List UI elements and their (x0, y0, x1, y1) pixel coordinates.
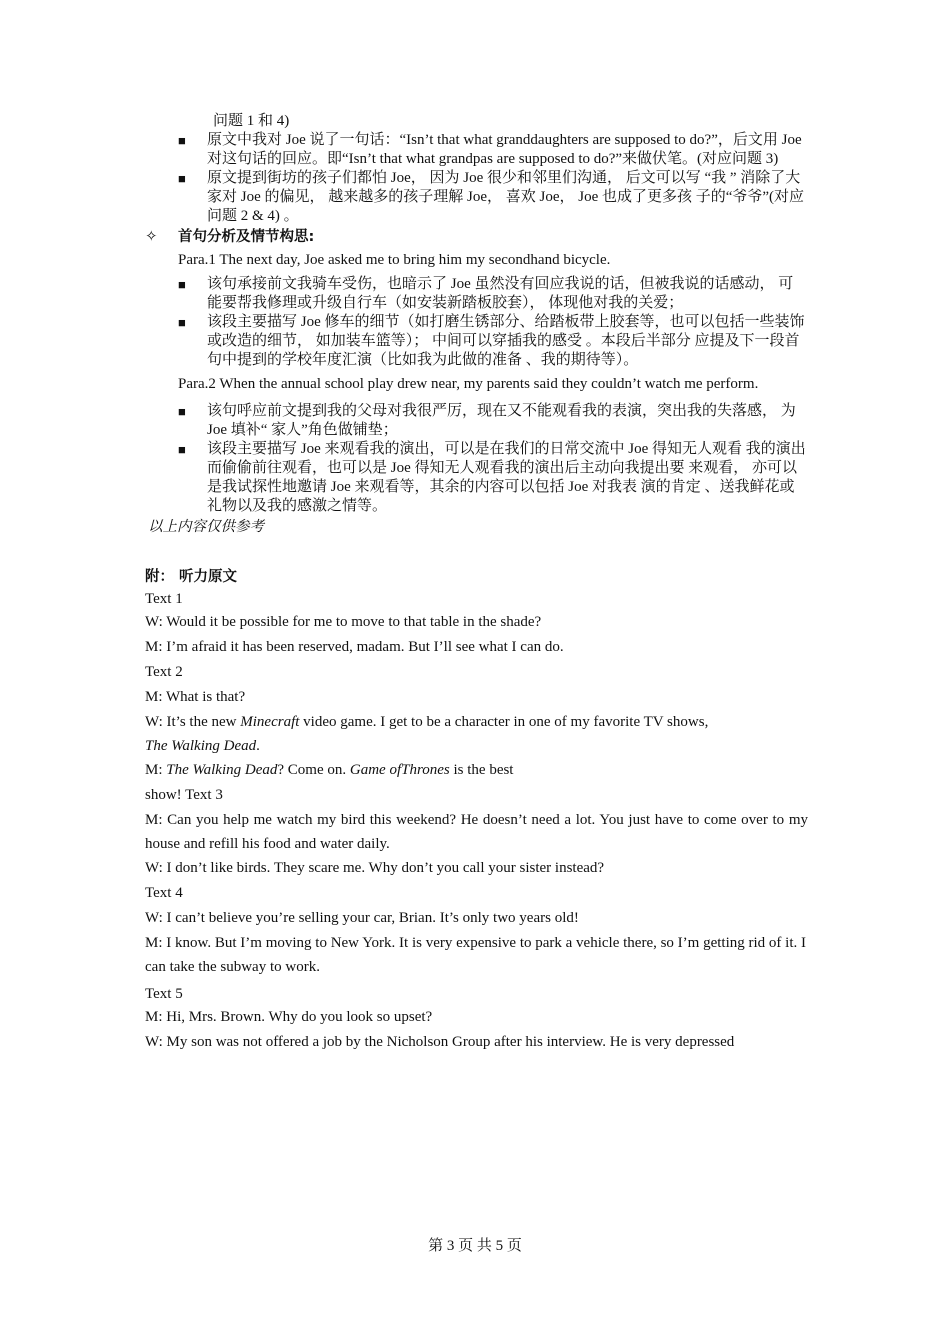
list-item (178, 275, 808, 313)
dialogue-line: W: Would it be possible for me to move to that table in the shade? (145, 614, 542, 630)
para1-first-sentence: Para.1 The next day, Joe asked me to bring him my secondhand bicycle. (178, 252, 611, 268)
dialogue-line: show! Text 3 (145, 787, 223, 803)
dialogue-line: M: Can you help me watch my bird this weekend? He doesn’t need a lot. You just have to come over to my house and refill his food and water daily. (145, 812, 808, 852)
dialogue-line: M: The Walking Dead? Come on. Game ofThrones is the best (145, 762, 514, 778)
bullet-text: 原文提到街坊的孩子们都怕 Joe， 因为 Joe 很少和邻里们沟通， 后文可以写 “我 ” 消除了大家对 Joe 的偏见， 越来越多的孩子理解 Joe， 喜欢 Joe， Joe 也成了更多孩 子的“爷爷”(对应问题 2 & 4) 。 (207, 170, 805, 224)
list-item (178, 131, 808, 169)
bullet-text: 该段主要描写 Joe 修车的细节（如打磨生锈部分、给踏板带上胶套等，也可以包括一些装饰或改造的细节， 如加装车篮等）； 中间可以穿插我的感受 。本段后半部分 应提及下一段首句中提到的学校年度汇演（比如我为此做的准备 、我的期待等）。 (207, 314, 805, 368)
dialogue-line: W: I don’t like birds. They scare me. Why don’t you call your sister instead? (145, 860, 605, 876)
italic-title: The Walking Dead (145, 738, 257, 754)
dialogue-line: W: My son was not offered a job by the Nicholson Group after his interview. He is very depressed (145, 1034, 735, 1050)
appendix-title: 附： 听力原文 (145, 569, 238, 585)
dialogue-line: W: It’s the new Minecraft video game. I get to be a character in one of my favorite TV shows, The Walking Dead. (145, 714, 709, 754)
text-label: Text 5 (145, 986, 183, 1002)
text-label: Text 1 (145, 591, 183, 607)
square-bullet-icon: ■ (178, 133, 186, 148)
page-content (145, 112, 808, 1055)
list-item (178, 440, 808, 516)
italic-title: The Walking Dead (166, 762, 278, 778)
continuation-text: 问题 1 和 4) (213, 113, 290, 129)
reference-note: 以上内容仅供参考 (148, 519, 264, 535)
para2-first-sentence: Para.2 When the annual school play drew near, my parents said they couldn’t watch me perform. (178, 376, 759, 392)
bullet-text: 该句呼应前文提到我的父母对我很严厉，现在又不能观看我的表演，突出我的失落感， 为 Joe 填补“ 家人”角色做铺垫； (207, 403, 796, 438)
text-label: Text 2 (145, 664, 183, 680)
italic-title: Minecraft (240, 714, 300, 730)
list-item (178, 313, 808, 370)
dialogue-line: M: I’m afraid it has been reserved, madam. But I’ll see what I can do. (145, 639, 564, 655)
text-label: Text 4 (145, 885, 183, 901)
dialogue-line: M: I know. But I’m moving to New York. It is very expensive to park a vehicle there, so I’m getting rid of it. I can take the subway to work. (145, 935, 806, 975)
section-heading (145, 228, 808, 247)
bullet-text: 该句承接前文我骑车受伤，也暗示了 Joe 虽然没有回应我说的话，但被我说的话感动， 可能要帮我修理或升级自行车（如安装新踏板胶套）， 体现他对我的关爱； (207, 276, 794, 311)
list-item (178, 169, 808, 226)
square-bullet-icon: ■ (178, 315, 186, 330)
page-footer: 第 3 页 共 5 页 (428, 1238, 522, 1254)
square-bullet-icon: ■ (178, 171, 186, 186)
bullet-text: 原文中我对 Joe 说了一句话：“Isn’t that what granddaughters are supposed to do?”，后文用 Joe 对这句话的回应。即“Isn’t that what grandpas are supposed to do?”来做伏笔。(对应问题 3) (207, 132, 802, 167)
sparkle-diamond-icon: ✧ (145, 229, 158, 245)
square-bullet-icon: ■ (178, 404, 186, 419)
dialogue-line: M: Hi, Mrs. Brown. Why do you look so upset? (145, 1009, 433, 1025)
square-bullet-icon: ■ (178, 442, 186, 457)
italic-title: Game ofThrones (349, 762, 450, 778)
dialogue-line: M: What is that? (145, 689, 246, 705)
square-bullet-icon: ■ (178, 277, 186, 292)
list-item (178, 402, 808, 440)
bullet-text: 该段主要描写 Joe 来观看我的演出，可以是在我们的日常交流中 Joe 得知无人观看 我的演出而偷偷前往观看，也可以是 Joe 得知无人观看我的演出后主动向我提出要 来观看， 亦可以是我试探性地邀请 Joe 来观看等，其余的内容可以包括 Joe 对我表 演的肯定 、送我鲜花或礼物以及我的感激之情等。 (207, 441, 806, 514)
dialogue-line: W: I can’t believe you’re selling your car, Brian. It’s only two years old! (145, 910, 579, 926)
section-heading-text: 首句分析及情节构思: (178, 229, 315, 245)
